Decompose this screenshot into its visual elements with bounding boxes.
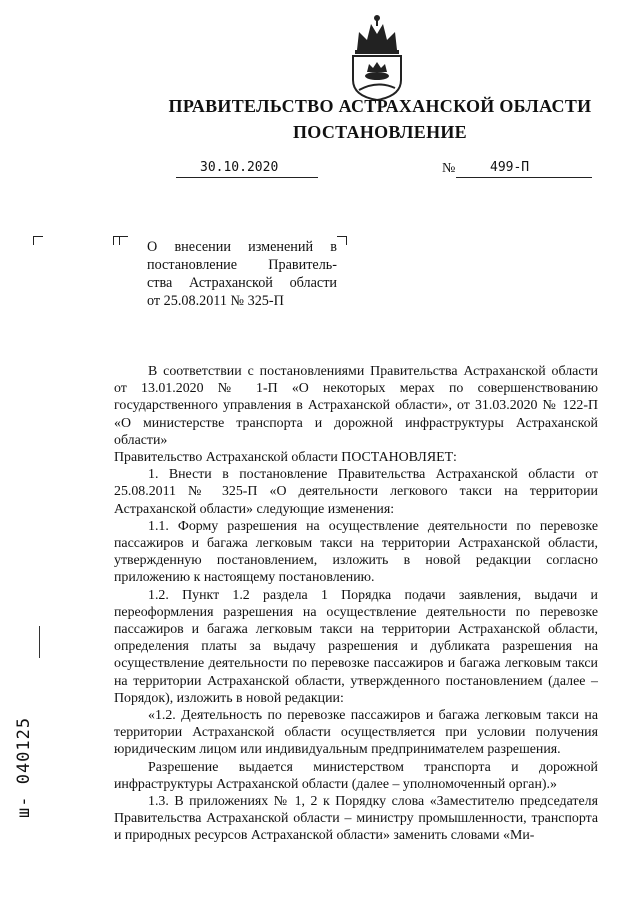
coat-of-arms-emblem: [347, 10, 407, 102]
margin-registration-code: ш- 040125: [14, 716, 34, 818]
body-paragraph: 1. Внести в постановление Правительства Астраханской области от 25.08.2011 № 325-П «О деятельности легкового такси на территории Астраханской области» следующие изменения:: [114, 467, 598, 517]
document-date: 30.10.2020: [200, 160, 279, 175]
subject-corner-mark: [119, 236, 128, 245]
document-number: 499-П: [490, 160, 530, 175]
subject-line: от 25.08.2011 № 325-П: [147, 293, 284, 309]
margin-tick-mark: [39, 626, 40, 658]
subject-line: ства Астраханской области: [147, 275, 337, 291]
body-paragraph: 1.2. Пункт 1.2 раздела 1 Порядка подачи заявления, выдачи и переоформления разрешения на осуществление деятельности по перевозке пассажиров и багажа легковым такси на территории Астраханской области, определения платы за выдачу разрешения и дубликата разрешения на осуществление деятельности по перевозке пассажиров и багажа легковым такси на территории Астраханской области, утвержденного постановлением (далее – Порядок), изложить в новой редакции:: [114, 587, 598, 706]
body-paragraph: В соответствии с постановлениями Правительства Астраханской области от 13.01.2020 № 1-П «О некоторых мерах по совершенствованию государственного управления в Астраханской области», от 31.03.2020 № 122-П «О министерстве транспорта и дорожной инфраструктуры Астраханской области»: [114, 364, 598, 448]
body-paragraph: 1.1. Форму разрешения на осуществление деятельности по перевозке пассажиров и багажа легковым такси на территории Астраханской области, утвержденную постановлением, изложить в новой редакции согласно приложению к настоящему постановлению.: [114, 518, 598, 586]
subject-block: [147, 238, 337, 310]
body-paragraph: 1.3. В приложениях № 1, 2 к Порядку слова «Заместителю председателя Правительства Астраханской области – министру промышленности, транспорта и природных ресурсов Астраханской области» заменить словами «Ми-: [114, 794, 598, 844]
body-paragraph: Правительство Астраханской области ПОСТАНОВЛЯЕТ:: [114, 450, 457, 466]
document-body: [114, 363, 598, 845]
body-paragraph: Разрешение выдается министерством транспорта и дорожной инфраструктуры Астраханской области (далее – уполномоченный орган).»: [114, 759, 598, 792]
body-paragraph: «1.2. Деятельность по перевозке пассажиров и багажа легковым такси на территории Астраханской области осуществляется при условии получения юридическим лицом или индивидуальным предпринимателем разрешения.: [114, 708, 598, 758]
number-underline: [456, 176, 592, 178]
number-sign: №: [442, 161, 456, 176]
document-type-title: ПОСТАНОВЛЕНИЕ: [293, 122, 467, 142]
left-corner-mark: [33, 236, 43, 245]
subject-line: постановление Правитель-: [147, 257, 337, 273]
subject-line: О внесении изменений в: [147, 239, 337, 255]
government-title: ПРАВИТЕЛЬСТВО АСТРАХАНСКОЙ ОБЛАСТИ: [168, 96, 592, 116]
subject-right-corner-mark: [337, 236, 347, 245]
date-underline: [176, 176, 318, 178]
